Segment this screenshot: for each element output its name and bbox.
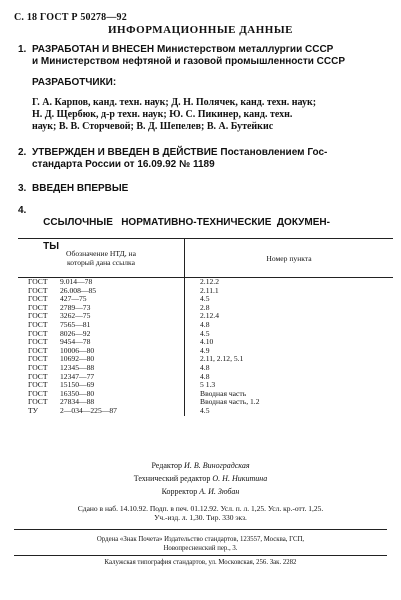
credit-tech-editor (0, 472, 401, 485)
document-type: ГОСТ (28, 345, 48, 355)
credit-corrector (0, 485, 401, 498)
document-number: 15150—69 (60, 380, 95, 390)
document-type: ГОСТ (28, 354, 48, 364)
reference-table (18, 238, 393, 416)
developers-list (32, 97, 392, 133)
clause-number: 4.5 (200, 405, 210, 415)
document-number: 12347—77 (60, 371, 95, 381)
credit-editor (0, 459, 401, 472)
document-type: ГОСТ (28, 319, 48, 329)
footer-line1: Ордена «Знак Почета» Издательство стандартов, 123557, Москва, ГСП, (96, 536, 305, 543)
table-row (18, 407, 393, 416)
section-1-number: 1. (18, 44, 27, 55)
clause-number: 4.10 (200, 337, 214, 347)
document-number: 8026—92 (60, 328, 91, 338)
document-number: 16350—80 (60, 388, 95, 398)
document-number: 427—75 (60, 294, 87, 304)
clause-number: 4.5 (200, 328, 210, 338)
document-type: ГОСТ (28, 328, 48, 338)
document-number: 7565—81 (60, 319, 91, 329)
page-title: ИНФОРМАЦИОННЫЕ ДАННЫЕ (107, 24, 294, 36)
section-3-heading: ВВЕДЕН ВПЕРВЫЕ (32, 183, 129, 194)
clause-number: 2.12.4 (200, 311, 219, 321)
clause-number: 2.11, 2.12, 5.1 (200, 354, 244, 364)
section-1-line1: Министерством металлургии СССР (156, 44, 334, 55)
section-2-line2: стандарта России от 16.09.92 № 1189 (32, 159, 215, 170)
document-number: 10006—80 (60, 345, 95, 355)
document-type: ГОСТ (28, 380, 48, 390)
clause-number: 2.8 (200, 302, 210, 312)
document-type: ТУ (28, 405, 39, 415)
footer-divider (14, 529, 387, 530)
document-type: ГОСТ (28, 362, 48, 372)
section-2-tail: Постановлением Гос- (220, 147, 328, 158)
section-4-heading-line1: ССЫЛОЧНЫЕ НОРМАТИВНО-ТЕХНИЧЕСКИЕ ДОКУМЕН- (43, 217, 330, 228)
document-number: 3262—75 (60, 311, 91, 321)
document-type: ГОСТ (28, 285, 48, 295)
credit-corrector-name: А. И. Зюбан (199, 487, 240, 496)
document-number: 2789—73 (60, 302, 91, 312)
developers-line1: Г. А. Карпов, канд. техн. наук; Д. Н. Полячек, канд. техн. наук; (32, 97, 317, 108)
page-header: С. 18 ГОСТ Р 50278—92 (14, 12, 127, 23)
section-2-number: 2. (18, 147, 27, 158)
clause-number: 4.8 (200, 362, 210, 372)
developers-line3: наук; В. В. Сторчевой; В. Д. Шепелев; В. А. Бутейкис (32, 121, 274, 132)
footer-line2: Новопресненский пер., 3. (163, 545, 238, 552)
footer-printer: Калужская типография стандартов, ул. Московская, 256. Зак. 2282 (104, 559, 297, 566)
section-4-heading-line2: ТЫ (43, 241, 60, 252)
document-type: ГОСТ (28, 397, 48, 407)
section-4-number: 4. (18, 205, 27, 216)
clause-number: Вводная часть (200, 388, 247, 398)
document-type: ГОСТ (28, 277, 48, 286)
section-3 (18, 183, 128, 195)
section-3-number: 3. (18, 183, 27, 194)
clause-number: 5 1.3 (200, 380, 216, 390)
footer-divider-2 (14, 555, 387, 556)
section-1-heading: РАЗРАБОТАН И ВНЕСЕН (32, 44, 155, 55)
document-type: ГОСТ (28, 302, 48, 312)
clause-number: 4.8 (200, 319, 210, 329)
document-number: 12345—88 (60, 362, 95, 372)
clause-number: Вводная часть, 1.2 (200, 397, 260, 407)
document-type: ГОСТ (28, 294, 48, 304)
clause-number: 4.9 (200, 345, 210, 355)
document-type: ГОСТ (28, 311, 48, 321)
credit-tech-editor-name: О. Н. Никитина (212, 474, 268, 483)
document-number: 2—034—225—87 (60, 405, 117, 415)
document-designation (18, 407, 185, 416)
document-type: ГОСТ (28, 337, 48, 347)
clause-number: 4.5 (200, 294, 210, 304)
document-type: ГОСТ (28, 371, 48, 381)
credits (0, 459, 401, 498)
credit-editor-name: И. В. Виноградская (184, 461, 250, 470)
column-header-document-line2: который дана ссылка (66, 258, 136, 267)
credit-tech-editor-label: Технический редактор (133, 474, 211, 483)
print-info-line1: Сдано в наб. 14.10.92. Подп. в печ. 01.12.92. Усл. п. л. 1,25. Усл. кр.-отт. 1,25. (77, 504, 324, 513)
footer (0, 535, 401, 553)
print-info (14, 504, 387, 523)
clause-number: 2.12.2 (200, 277, 219, 286)
document-type: ГОСТ (28, 388, 48, 398)
document-number: 26.008—85 (60, 285, 97, 295)
clause-number: 4.8 (200, 371, 210, 381)
credit-corrector-label: Корректор (161, 487, 198, 496)
print-info-line2: Уч.-изд. л. 1,30. Тир. 330 экз. (154, 513, 247, 522)
reference-table-grid (18, 239, 393, 416)
column-header-document-line1: Обозначение НТД, на (66, 249, 136, 258)
section-1 (18, 44, 390, 68)
document-number: 9454—78 (60, 337, 91, 347)
section-2 (18, 147, 390, 171)
developers-line2: Н. Д. Щербюк, д-р техн. наук; Ю. С. Пикинер, канд. техн. (32, 109, 293, 120)
document-number: 9.014—78 (60, 277, 93, 286)
credit-editor-label: Редактор (151, 461, 183, 470)
section-2-heading: УТВЕРЖДЕН И ВВЕДЕН В ДЕЙСТВИЕ (32, 147, 218, 158)
section-1-line2: и Министерством нефтяной и газовой промышленности СССР (32, 56, 345, 67)
document-number: 27834—88 (60, 397, 95, 407)
column-header-document (18, 239, 185, 278)
document-number: 10692—80 (60, 354, 95, 364)
clause-number: 2.11.1 (200, 285, 219, 295)
column-header-clause: Номер пункта (185, 239, 394, 278)
developers-label: РАЗРАБОТЧИКИ: (32, 77, 117, 88)
